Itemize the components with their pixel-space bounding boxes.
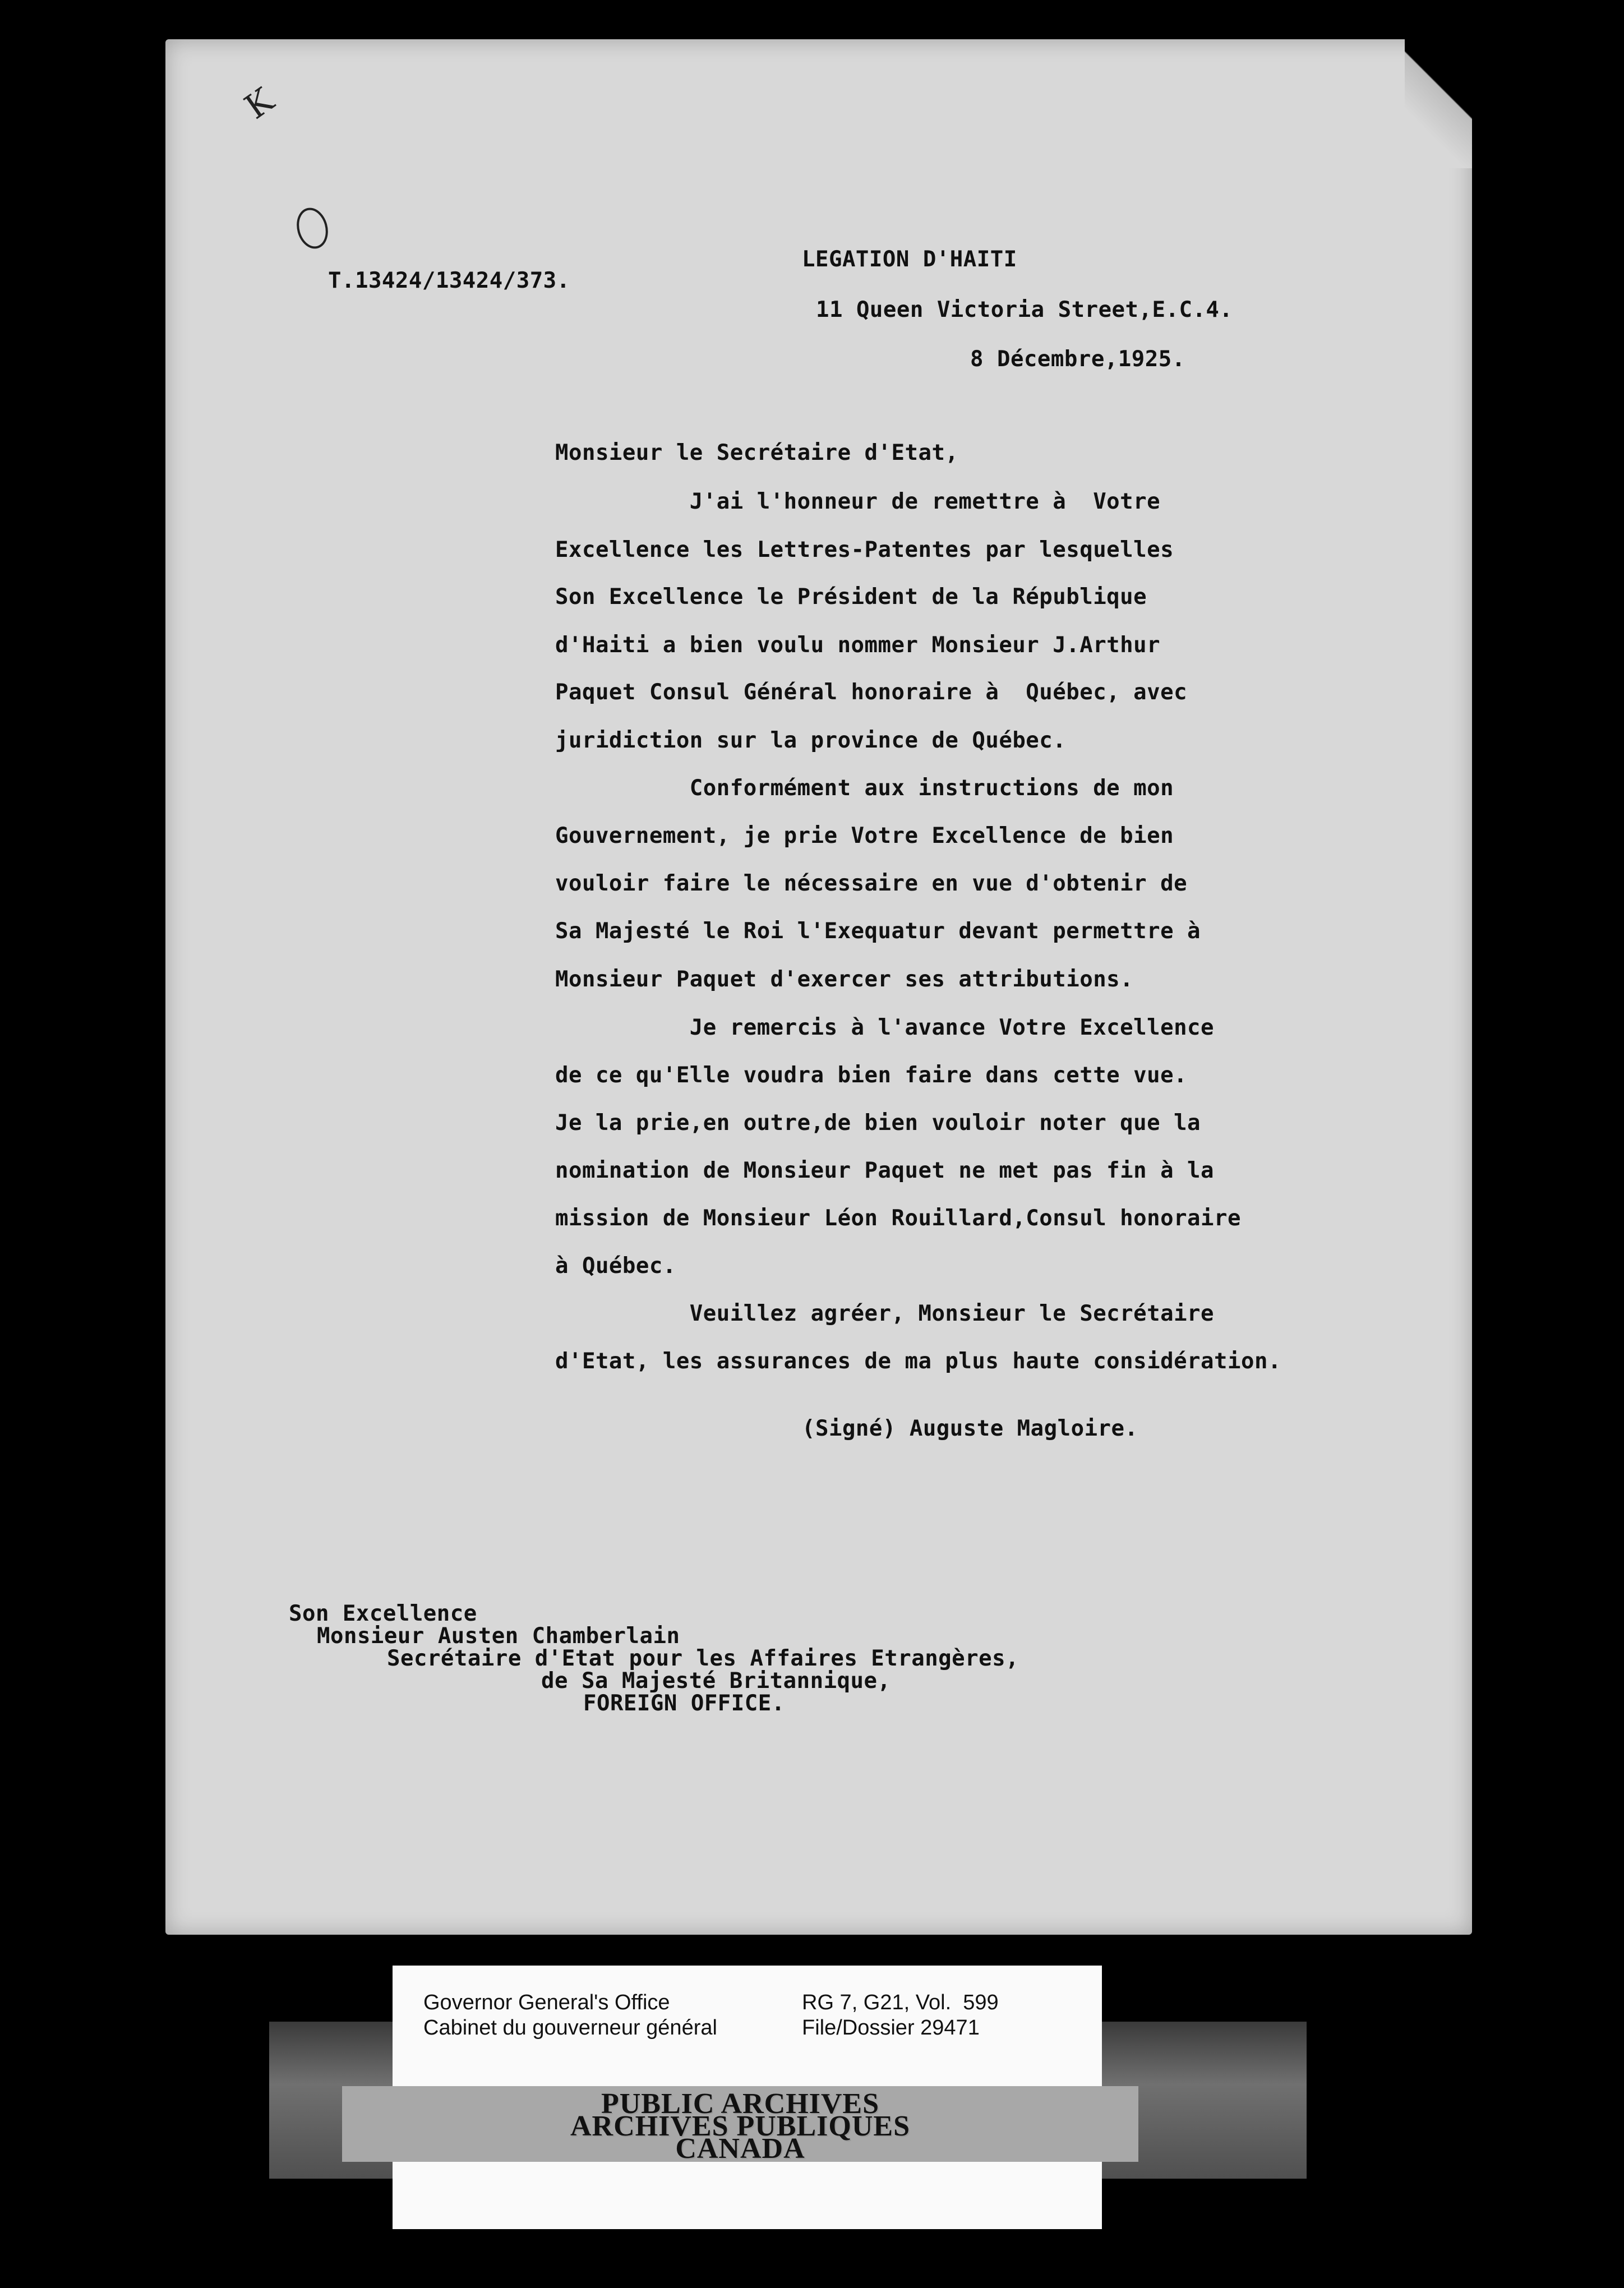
legation-header: LEGATION D'HAITI — [802, 247, 1017, 272]
body-line: juridiction sur la province de Québec. — [555, 728, 1067, 753]
body-line: Veuillez agréer, Monsieur le Secrétaire — [555, 1301, 1215, 1326]
body-line: Son Excellence le Président de la République — [555, 584, 1147, 610]
stamp-line: ARCHIVES PUBLIQUES — [570, 2110, 911, 2142]
signature: (Signé) Auguste Magloire. — [802, 1416, 1138, 1441]
addressee-line: de Sa Majesté Britannique, — [541, 1668, 891, 1694]
office-en: Governor General's Office — [423, 1991, 670, 2014]
legation-address: 11 Queen Victoria Street,E.C.4. — [816, 297, 1233, 322]
reference-number: T.13424/13424/373. — [328, 268, 570, 293]
file-number: File/Dossier 29471 — [802, 2016, 980, 2040]
body-line: vouloir faire le nécessaire en vue d'obtenir de — [555, 871, 1188, 896]
body-line: d'Etat, les assurances de ma plus haute considération. — [555, 1349, 1281, 1374]
salutation: Monsieur le Secrétaire d'Etat, — [555, 440, 959, 465]
record-group: RG 7, G21, Vol. 599 — [802, 1991, 999, 2014]
body-line: d'Haiti a bien voulu nommer Monsieur J.Arthur — [555, 633, 1161, 658]
archives-stamp — [342, 2086, 1138, 2165]
body-line: de ce qu'Elle voudra bien faire dans cette vue. — [555, 1063, 1188, 1088]
body-line: Sa Majesté le Roi l'Exequatur devant permettre à — [555, 919, 1201, 944]
body-line: Paquet Consul Général honoraire à Québec, avec — [555, 680, 1188, 705]
addressee-line: Son Excellence — [289, 1601, 477, 1626]
stamp-line: PUBLIC ARCHIVES — [601, 2088, 880, 2120]
body-line: Je remercis à l'avance Votre Excellence — [555, 1015, 1215, 1040]
body-line: Monsieur Paquet d'exercer ses attributions. — [555, 967, 1134, 992]
body-line: Je la prie,en outre,de bien vouloir noter que la — [555, 1110, 1201, 1136]
body-line: nomination de Monsieur Paquet ne met pas fin à la — [555, 1158, 1215, 1183]
letter-date: 8 Décembre,1925. — [970, 347, 1185, 372]
addressee-line: Secrétaire d'Etat pour les Affaires Etrangères, — [387, 1646, 1019, 1671]
body-line: J'ai l'honneur de remettre à Votre — [555, 489, 1161, 514]
body-line: à Québec. — [555, 1253, 676, 1279]
office-fr: Cabinet du gouverneur général — [423, 2016, 717, 2040]
stamp-line: CANADA — [675, 2133, 805, 2165]
page-corner-fold — [1405, 39, 1472, 168]
body-line: mission de Monsieur Léon Rouillard,Consul honoraire — [555, 1206, 1241, 1231]
addressee-line: Monsieur Austen Chamberlain — [317, 1623, 680, 1649]
body-line: Gouvernement, je prie Votre Excellence de bien — [555, 823, 1174, 848]
body-line: Excellence les Lettres-Patentes par lesquelles — [555, 537, 1174, 562]
page-mark: K — [237, 80, 281, 127]
addressee-line: FOREIGN OFFICE. — [583, 1691, 785, 1716]
body-line: Conformément aux instructions de mon — [555, 776, 1174, 801]
